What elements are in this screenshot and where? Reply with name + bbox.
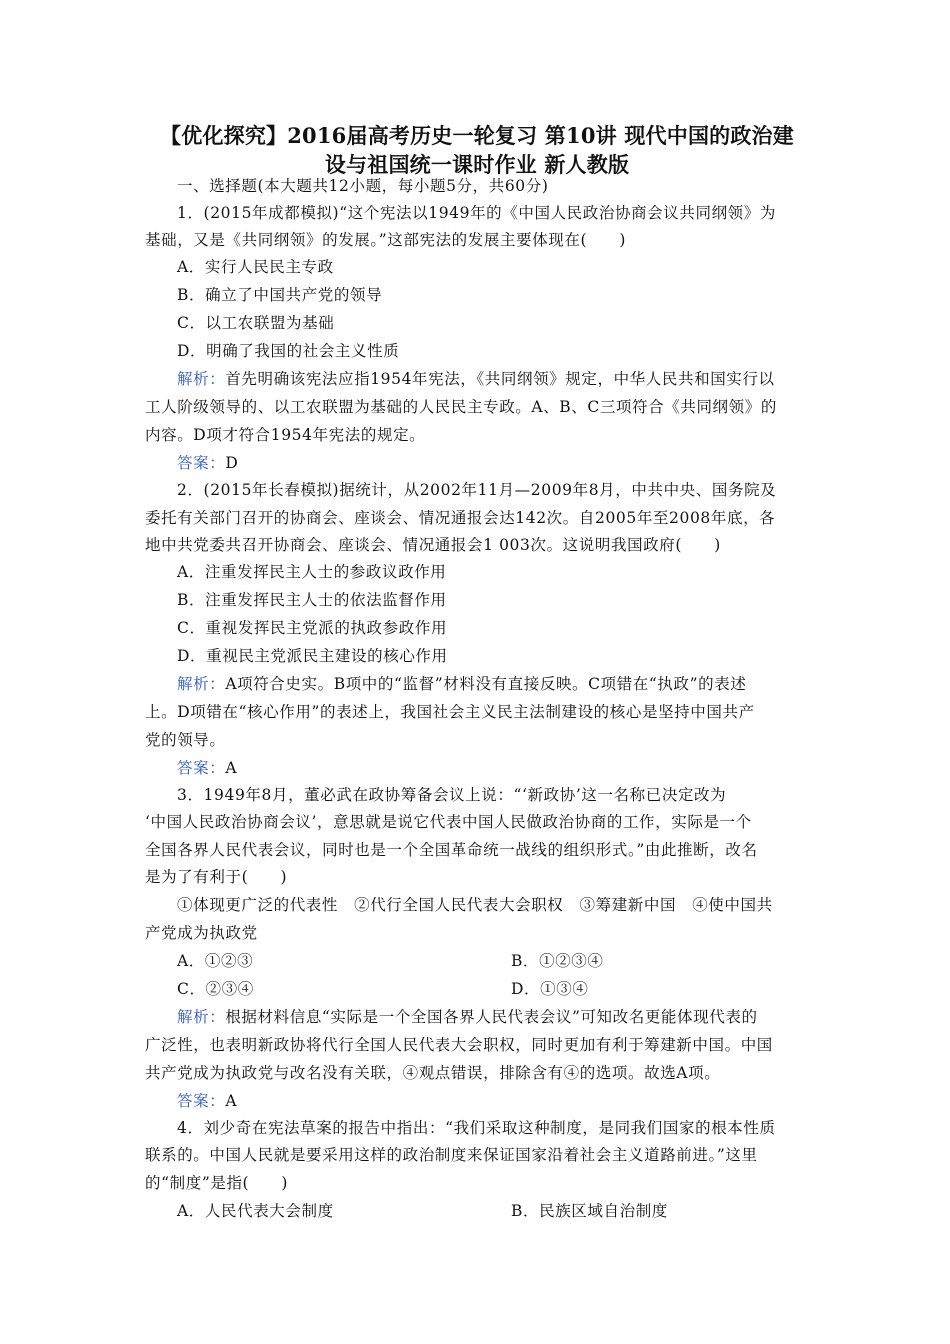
q3-stem-line: 全国各界人民代表会议，同时也是一个全国革命统一战线的组织形式。”由此推断，改名 (145, 841, 758, 859)
q1-option-a: A．实行人民民主专政 (177, 258, 334, 276)
q2-analysis-line: 党的领导。 (145, 731, 226, 749)
q2-analysis-line (177, 674, 746, 694)
title-line-2: 设与祖国统一课时作业 新人教版 (324, 152, 630, 177)
q3-stem-line: 是为了有利于( ) (145, 868, 288, 886)
q3-answer: A (225, 1092, 238, 1110)
q2-option-a: A．注重发挥民主人士的参政议政作用 (177, 563, 447, 581)
answer-label: 答案： (177, 759, 226, 777)
answer-label: 答案： (177, 1092, 226, 1110)
analysis-label: 解析： (177, 1008, 226, 1026)
analysis-label: 解析： (177, 370, 226, 388)
q2-answer: A (225, 759, 238, 777)
q1-stem-line: 基础，又是《共同纲领》的发展。”这部宪法的发展主要体现在( ) (145, 231, 626, 249)
q3-analysis-line (177, 1007, 758, 1027)
analysis-label: 解析： (177, 675, 226, 693)
q1-stem-line: 1．(2015年成都模拟)“这个宪法以1949年的《中国人民政治协商会议共同纲领》为 (177, 204, 776, 222)
q3-stem-line: 3．1949年8月，董必武在政协筹备会议上说：“‘新政协’这一名称已决定改为 (177, 786, 727, 804)
q1-analysis-line: 内容。D项才符合1954年宪法的规定。 (145, 426, 426, 444)
q3-items-line: 产党成为执政党 (145, 924, 258, 942)
q3-option-b: B．①②③④ (511, 952, 604, 970)
q4-stem-line: 的“制度”是指( ) (145, 1174, 289, 1192)
q3-analysis-line: 广泛性，也表明新政协将代行全国人民代表大会职权，同时更加有利于筹建新中国。中国 (145, 1036, 773, 1054)
q2-option-b: B．注重发挥民主人士的依法监督作用 (177, 591, 447, 609)
answer-label: 答案： (177, 454, 226, 472)
q4-option-b: B．民族区域自治制度 (511, 1202, 668, 1220)
q2-option-c: C．重视发挥民主党派的执政参政作用 (177, 619, 448, 637)
q2-analysis-line: 上。D项错在“核心作用”的表述上，我国社会主义民主法制建设的核心是坚持中国共产 (145, 703, 755, 721)
q4-stem-line: 4．刘少奇在宪法草案的报告中指出：“我们采取这种制度，是同我们国家的根本性质 (177, 1119, 776, 1137)
q2-answer-line (177, 758, 237, 778)
q1-option-d: D．明确了我国的社会主义性质 (177, 342, 400, 360)
q3-option-a: A．①②③ (177, 952, 254, 970)
q1-answer: D (225, 454, 239, 472)
section-header: 一、选择题(本大题共12小题，每小题5分，共60分) (177, 177, 549, 195)
title-line-1: 【优化探究】2016届高考历史一轮复习 第10讲 现代中国的政治建 (160, 123, 794, 148)
document-title (132, 121, 822, 179)
q3-analysis-text: 根据材料信息“实际是一个全国各界人民代表会议”可知改名更能体现代表的 (225, 1008, 758, 1026)
q1-analysis-line (177, 369, 775, 389)
q1-option-b: B．确立了中国共产党的领导 (177, 286, 383, 304)
q2-analysis-text: A项符合史实。B项中的“监督”材料没有直接反映。C项错在“执政”的表述 (225, 675, 747, 693)
q4-stem-line: 联系的。中国人民就是要采用这样的政治制度来保证国家沿着社会主义道路前进。”这里 (145, 1146, 758, 1164)
q3-analysis-line: 共产党成为执政党与改名没有关联，④观点错误，排除含有④的选项。故选A项。 (145, 1064, 721, 1082)
q1-analysis-text: 首先明确该宪法应指1954年宪法，《共同纲领》规定，中华人民共和国实行以 (225, 370, 775, 388)
q1-option-c: C．以工农联盟为基础 (177, 314, 335, 332)
q2-option-d: D．重视民主党派民主建设的核心作用 (177, 647, 448, 665)
q3-answer-line (177, 1091, 237, 1111)
q1-answer-line (177, 453, 238, 473)
q3-option-c: C．②③④ (177, 980, 254, 998)
q1-analysis-line: 工人阶级领导的、以工农联盟为基础的人民民主专政。A、B、C三项符合《共同纲领》的 (145, 398, 777, 416)
q3-option-d: D．①③④ (511, 980, 589, 998)
q2-stem-line: 委托有关部门召开的协商会、座谈会、情况通报会达142次。自2005年至2008年底，各 (145, 509, 776, 527)
q2-stem-line: 地中共党委共召开协商会、座谈会、情况通报会1 003次。这说明我国政府( ) (145, 536, 721, 554)
q3-stem-line: ‘中国人民政治协商会议’，意思就是说它代表中国人民做政治协商的工作，实际是一个 (145, 813, 752, 831)
q2-stem-line: 2．(2015年长春模拟)据统计，从2002年11月—2009年8月，中共中央、国务院及 (177, 481, 777, 499)
q3-items-line: ①体现更广泛的代表性 ②代行全国人民代表大会职权 ③筹建新中国 ④使中国共 (177, 896, 773, 914)
q4-option-a: A．人民代表大会制度 (177, 1202, 334, 1220)
